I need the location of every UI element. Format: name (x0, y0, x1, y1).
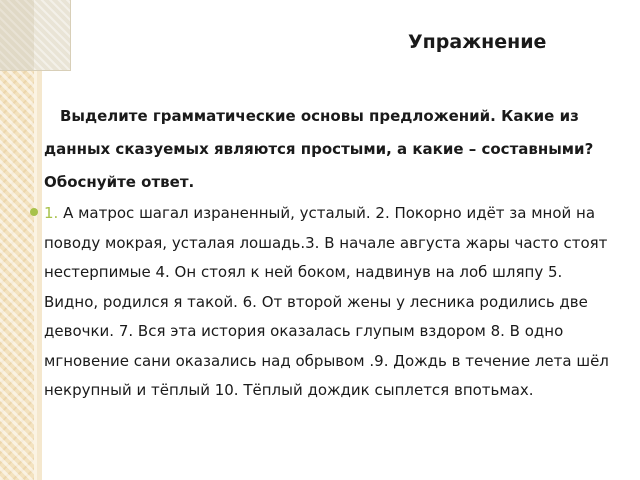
bullet-icon (30, 208, 38, 216)
decorative-corner-shade (0, 0, 34, 70)
exercise-list (30, 199, 620, 406)
decorative-band (0, 0, 34, 480)
list-item (30, 199, 620, 406)
exercise-sentences: А матрос шагал израненный, усталый. 2. Покорно идёт за мной на поводу мокрая, усталая лошадь.3. В начале августа жары часто стоят нестерпимые 4. Он стоял к ней боком, надвинув на лоб шляпу 5. Видно, родился я такой. 6. От второй жены у лесника родились две девочки. 7. Вся эта история оказалась глупым вздором 8. В одно мгновение сани оказались над обрывом .9. Дождь в течение лета шёл некрупный и тёплый 10. Тёплый дождик сыплется впотьмах. (44, 204, 609, 399)
list-number: 1. (44, 204, 59, 222)
decorative-corner-square (0, 0, 71, 71)
task-instructions: Выделите грамматические основы предложений. Какие из данных сказуемых являются простыми, а какие – составными? Обоснуйте ответ. (44, 107, 594, 191)
slide-title: Упражнение (408, 31, 547, 53)
